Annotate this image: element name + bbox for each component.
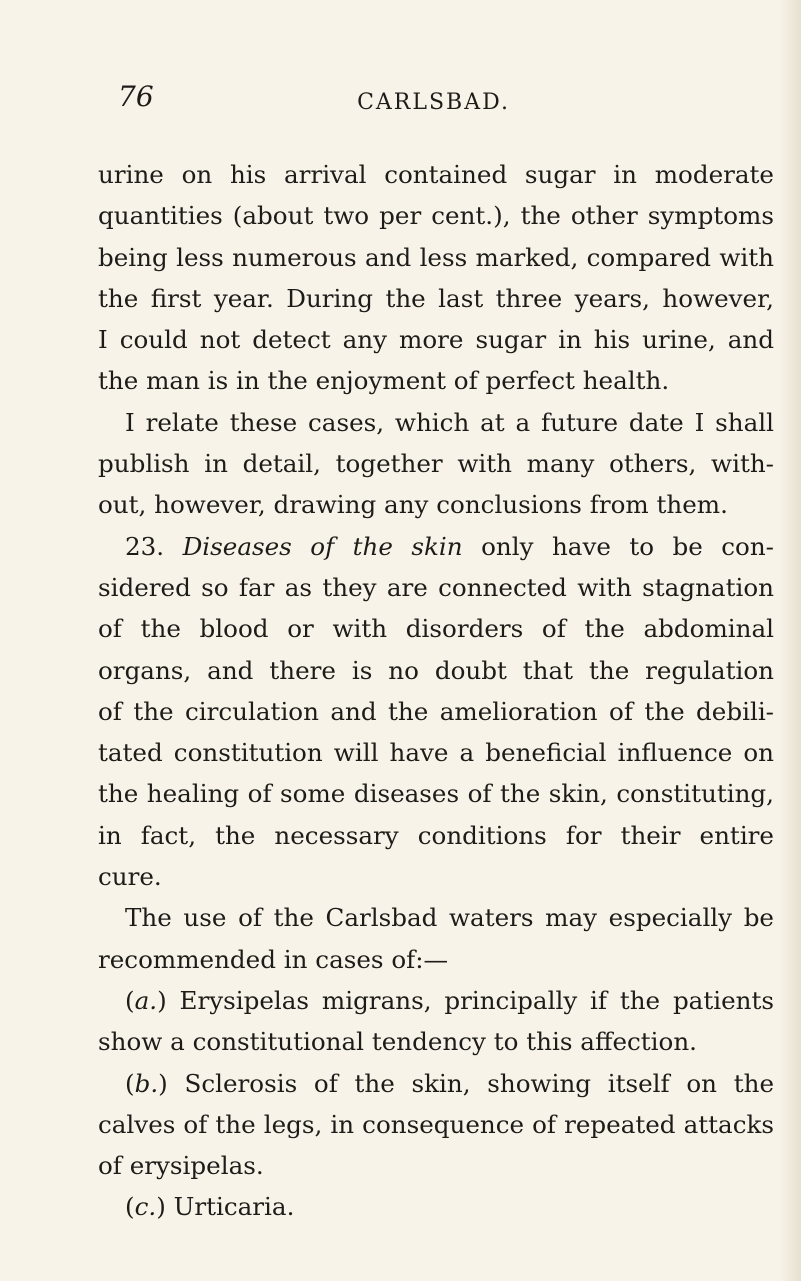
section-23-line (98, 526, 774, 567)
list-marker: b. (134, 1068, 159, 1098)
text-line: urine on his arrival contained sugar in moderate (98, 160, 774, 189)
body-text (98, 154, 774, 1228)
text-line: of the blood or with disorders of the abdominal (98, 614, 774, 644)
text-fragment: ) Sclerosis of the skin, showing itself on the (158, 1068, 774, 1098)
text-line: calves of the legs, in consequence of repeated attacks (98, 1109, 774, 1139)
list-marker: c. (134, 1192, 157, 1222)
text-fragment: only have to be con- (462, 531, 774, 561)
text-line: sidered so far as they are connected with stagnation (98, 572, 774, 602)
text-line: the healing of some diseases of the skin, constituting, (98, 779, 774, 809)
page-edge-shadow (779, 0, 801, 1281)
list-item-a (98, 980, 774, 1021)
page-header (118, 80, 749, 124)
running-title: CARLSBAD. (357, 90, 510, 115)
text-line: in fact, the necessary conditions for their entire (98, 820, 774, 850)
text-line: organs, and there is no doubt that the regulation (98, 655, 774, 685)
paren: ( (125, 985, 135, 1015)
text-line: The use of the Carlsbad waters may especially be (125, 903, 774, 933)
text-line: of erysipelas. (98, 1151, 264, 1181)
list-item-c (98, 1186, 774, 1227)
text-line: show a constitutional tendency to this affection. (98, 1027, 697, 1057)
text-line: I could not detect any more sugar in his urine, and (98, 325, 774, 355)
text-line: the man is in the enjoyment of perfect health. (98, 366, 670, 396)
text-line: of the circulation and the amelioration of the debili- (98, 696, 774, 726)
text-line: quantities (about two per cent.), the other symptoms (98, 201, 774, 231)
paren: ( (125, 1068, 135, 1098)
text-line: being less numerous and less marked, compared with (98, 242, 774, 272)
text-line: I relate these cases, which at a future date I shall (125, 407, 774, 437)
text-line: tated constitution will have a beneficial influence on (98, 738, 774, 768)
text-fragment: ) Erysipelas migrans, principally if the patients (157, 985, 774, 1015)
section-title-italic: Diseases of the skin (182, 531, 463, 561)
paren: ( (125, 1192, 135, 1222)
list-marker: a. (134, 985, 158, 1015)
section-number: 23. (125, 531, 183, 561)
text-line: the first year. During the last three years, however, (98, 283, 774, 313)
text-line: out, however, drawing any conclusions from them. (98, 490, 728, 520)
text-line: recommended in cases of:— (98, 944, 449, 974)
text-line: cure. (98, 862, 162, 892)
text-line: publish in detail, together with many others, with- (98, 449, 774, 479)
text-fragment: ) Urticaria. (156, 1192, 295, 1222)
list-item-b (98, 1063, 774, 1104)
page-number: 76 (118, 80, 154, 113)
